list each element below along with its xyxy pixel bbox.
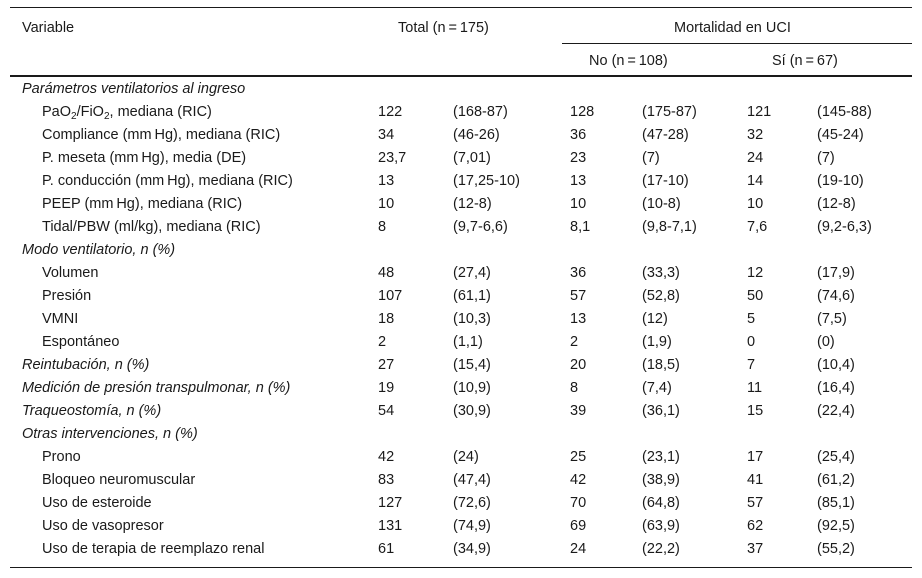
yes-range: (25,4) (817, 449, 855, 465)
mortality-underline (562, 43, 912, 44)
yes-value: 7 (747, 357, 756, 373)
no-range: (22,2) (642, 541, 680, 557)
row-label: PEEP (mm Hg), mediana (RIC) (42, 196, 243, 212)
no-value: 25 (570, 449, 587, 465)
subscript: 2 (71, 111, 77, 122)
total-value: 34 (378, 127, 395, 143)
yes-range: (19-10) (817, 173, 864, 189)
yes-value: 24 (747, 150, 764, 166)
total-range: (46-26) (453, 127, 500, 143)
row-label: Uso de terapia de reemplazo renal (42, 541, 265, 557)
section-row (0, 423, 922, 446)
table-row (0, 285, 922, 308)
header-no: No (n = 108) (589, 53, 668, 69)
no-range: (10-8) (642, 196, 681, 212)
yes-value: 5 (747, 311, 756, 327)
no-range: (7,4) (642, 380, 672, 396)
yes-range: (7,5) (817, 311, 847, 327)
yes-value: 10 (747, 196, 764, 212)
yes-range: (92,5) (817, 518, 855, 534)
total-range: (10,9) (453, 380, 491, 396)
no-range: (18,5) (642, 357, 680, 373)
yes-value: 11 (747, 380, 763, 396)
total-value: 127 (378, 495, 403, 511)
total-value: 107 (378, 288, 403, 304)
total-range: (9,7-6,6) (453, 219, 508, 235)
yes-value: 12 (747, 265, 764, 281)
no-value: 128 (570, 104, 595, 120)
yes-range: (10,4) (817, 357, 855, 373)
section-row (0, 377, 922, 400)
row-label: Bloqueo neuromuscular (42, 472, 196, 488)
yes-range: (74,6) (817, 288, 855, 304)
top-rule (10, 7, 912, 8)
yes-range: (145-88) (817, 104, 872, 120)
no-range: (23,1) (642, 449, 680, 465)
yes-value: 121 (747, 104, 772, 120)
no-range: (47-28) (642, 127, 689, 143)
no-value: 24 (570, 541, 587, 557)
total-value: 18 (378, 311, 395, 327)
total-range: (30,9) (453, 403, 491, 419)
yes-range: (55,2) (817, 541, 855, 557)
total-range: (1,1) (453, 334, 483, 350)
total-range: (72,6) (453, 495, 491, 511)
yes-value: 57 (747, 495, 764, 511)
yes-value: 50 (747, 288, 764, 304)
row-label (42, 104, 212, 121)
no-value: 42 (570, 472, 587, 488)
total-range: (74,9) (453, 518, 491, 534)
row-label: VMNI (42, 311, 79, 327)
total-range: (12-8) (453, 196, 492, 212)
yes-value: 32 (747, 127, 764, 143)
no-range: (36,1) (642, 403, 680, 419)
total-range: (15,4) (453, 357, 491, 373)
table-row (0, 492, 922, 515)
no-value: 36 (570, 265, 587, 281)
section-row (0, 239, 922, 262)
total-range: (61,1) (453, 288, 491, 304)
section-row (0, 400, 922, 423)
header-mortality: Mortalidad en UCI (674, 20, 791, 36)
yes-value: 62 (747, 518, 764, 534)
no-range: (52,8) (642, 288, 680, 304)
total-range: (10,3) (453, 311, 491, 327)
yes-range: (0) (817, 334, 835, 350)
no-value: 8 (570, 380, 579, 396)
total-value: 27 (378, 357, 395, 373)
no-value: 2 (570, 334, 579, 350)
yes-value: 37 (747, 541, 764, 557)
section-label: Modo ventilatorio, n (%) (22, 242, 176, 258)
no-range: (33,3) (642, 265, 680, 281)
section-label: Reintubación, n (%) (22, 357, 150, 373)
no-value: 8,1 (570, 219, 591, 235)
yes-range: (7) (817, 150, 835, 166)
table-row (0, 538, 922, 561)
row-label: Prono (42, 449, 81, 465)
row-label: P. meseta (mm Hg), media (DE) (42, 150, 247, 166)
yes-value: 14 (747, 173, 764, 189)
table-row (0, 446, 922, 469)
table-row (0, 216, 922, 239)
no-range: (175-87) (642, 104, 697, 120)
total-value: 23,7 (378, 150, 407, 166)
section-label: Parámetros ventilatorios al ingreso (22, 81, 246, 97)
table-row (0, 124, 922, 147)
no-value: 70 (570, 495, 587, 511)
total-value: 10 (378, 196, 395, 212)
total-range: (24) (453, 449, 479, 465)
table-row (0, 262, 922, 285)
total-value: 131 (378, 518, 403, 534)
section-row (0, 78, 922, 101)
total-value: 8 (378, 219, 387, 235)
no-range: (12) (642, 311, 668, 327)
no-range: (7) (642, 150, 660, 166)
section-label: Traqueostomía, n (%) (22, 403, 162, 419)
no-range: (9,8-7,1) (642, 219, 697, 235)
total-range: (34,9) (453, 541, 491, 557)
header-rule (10, 75, 912, 77)
subscript: 2 (103, 111, 110, 122)
total-value: 42 (378, 449, 395, 465)
row-label: Uso de esteroide (42, 495, 152, 511)
table-row (0, 193, 922, 216)
no-range: (64,8) (642, 495, 680, 511)
table-row (0, 515, 922, 538)
row-label: Espontáneo (42, 334, 120, 350)
no-value: 10 (570, 196, 587, 212)
row-label: Uso de vasopresor (42, 518, 164, 534)
yes-value: 17 (747, 449, 764, 465)
yes-range: (22,4) (817, 403, 855, 419)
row-label: P. conducción (mm Hg), mediana (RIC) (42, 173, 293, 189)
section-label: Medición de presión transpulmonar, n (%) (22, 380, 291, 396)
table-row (0, 147, 922, 170)
yes-range: (61,2) (817, 472, 855, 488)
table-row (0, 170, 922, 193)
no-value: 20 (570, 357, 587, 373)
total-value: 2 (378, 334, 387, 350)
total-range: (168-87) (453, 104, 508, 120)
header-yes: Sí (n = 67) (772, 53, 838, 69)
yes-range: (85,1) (817, 495, 855, 511)
yes-range: (12-8) (817, 196, 856, 212)
yes-range: (45-24) (817, 127, 864, 143)
no-value: 69 (570, 518, 587, 534)
total-value: 54 (378, 403, 395, 419)
total-value: 83 (378, 472, 395, 488)
total-value: 13 (378, 173, 395, 189)
total-range: (47,4) (453, 472, 491, 488)
section-row (0, 354, 922, 377)
yes-value: 0 (747, 334, 756, 350)
total-range: (17,25-10) (453, 173, 520, 189)
row-label: Volumen (42, 265, 99, 281)
section-label: Otras intervenciones, n (%) (22, 426, 198, 442)
label-part: , mediana (RIC) (109, 104, 212, 120)
yes-value: 41 (747, 472, 764, 488)
no-value: 23 (570, 150, 587, 166)
total-value: 48 (378, 265, 395, 281)
yes-value: 15 (747, 403, 764, 419)
no-value: 57 (570, 288, 587, 304)
bottom-rule (10, 567, 912, 568)
total-value: 19 (378, 380, 395, 396)
table-row (0, 308, 922, 331)
no-value: 13 (570, 311, 587, 327)
header-total: Total (n = 175) (398, 20, 489, 36)
no-range: (17-10) (642, 173, 689, 189)
total-range: (27,4) (453, 265, 491, 281)
yes-range: (16,4) (817, 380, 855, 396)
no-value: 36 (570, 127, 587, 143)
yes-range: (17,9) (817, 265, 855, 281)
row-label: Presión (42, 288, 92, 304)
no-range: (38,9) (642, 472, 680, 488)
yes-value: 7,6 (747, 219, 768, 235)
no-value: 39 (570, 403, 587, 419)
label-part: PaO (42, 104, 72, 120)
no-range: (63,9) (642, 518, 680, 534)
total-range: (7,01) (453, 150, 491, 166)
no-range: (1,9) (642, 334, 672, 350)
table-row (0, 331, 922, 354)
header-variable: Variable (22, 20, 75, 36)
row-label: Tidal/PBW (ml/kg), mediana (RIC) (42, 219, 261, 235)
yes-range: (9,2-6,3) (817, 219, 872, 235)
table-row (0, 101, 922, 124)
total-value: 122 (378, 104, 403, 120)
no-value: 13 (570, 173, 587, 189)
label-part: /FiO (76, 104, 104, 120)
row-label: Compliance (mm Hg), mediana (RIC) (42, 127, 281, 143)
table-row (0, 469, 922, 492)
total-value: 61 (378, 541, 395, 557)
